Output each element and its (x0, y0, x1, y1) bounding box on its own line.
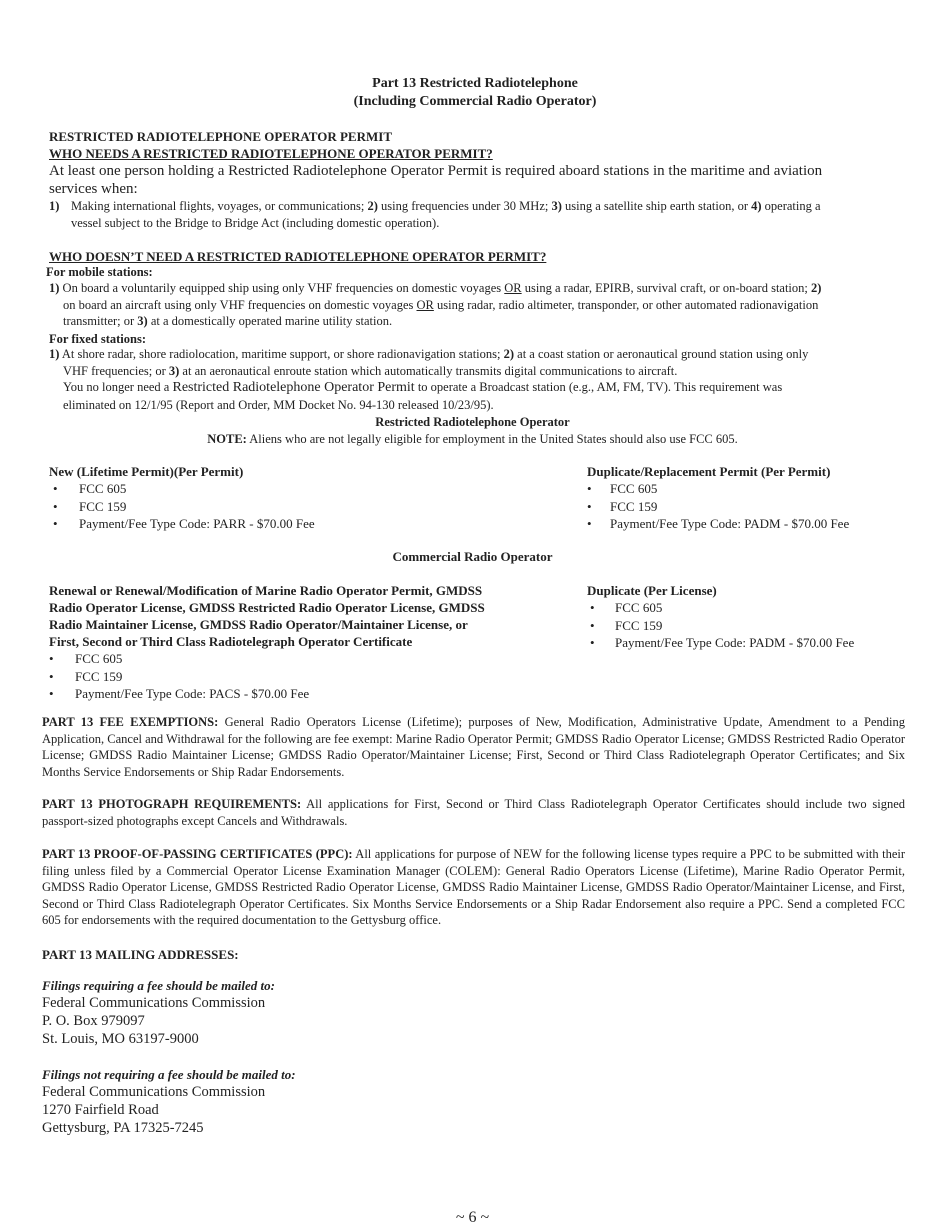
list-item (49, 498, 469, 516)
bullet-icon: • (587, 498, 592, 514)
item-number: 3) (137, 314, 148, 328)
renewal-block (49, 582, 509, 703)
bullet-icon: • (587, 481, 592, 496)
or-emphasis: OR (416, 297, 434, 312)
duplicate-license-heading: Duplicate (Per License) (587, 583, 717, 598)
fixed-stations-heading: For fixed stations: (49, 332, 146, 346)
permit-heading: RESTRICTED RADIOTELEPHONE OPERATOR PERMIT (49, 129, 392, 144)
text-run: at a domestically operated marine utility station. (147, 314, 393, 328)
list-item-text: Payment/Fee Type Code: PADM - $70.00 Fee (615, 635, 855, 650)
new-permit-block (49, 463, 469, 533)
duplicate-license-list (587, 599, 917, 652)
renewal-heading-line: First, Second or Third Class Radiotelegraph Operator Certificate (49, 634, 413, 649)
nofee-address-block (42, 1066, 296, 1137)
address-line: St. Louis, MO 63197-9000 (42, 1031, 199, 1047)
list-item (587, 634, 917, 652)
list-item-text: FCC 159 (615, 617, 663, 633)
ppc-paragraph (42, 846, 905, 929)
list-item (49, 515, 469, 533)
renewal-heading-line: Renewal or Renewal/Modification of Marine Radio Operator Permit, GMDSS (49, 583, 483, 598)
list-item (587, 515, 917, 533)
rro-heading: Restricted Radiotelephone Operator (375, 415, 570, 429)
fee-exemptions-text: General Radio Operators License (Lifetime); purposes of New, Modification, Administrative Update, Amendment to a Pending Application, Cancel and Withdrawal for the following are fee exempt: Marine Radio Operator Permit; GMDSS Radio Operator License; GMDSS Restricted Radio Operator License; GMDSS Radio Maintainer License; GMDSS Radio Operator/Maintainer License; First, Second or Third Class Radiotelegraph Operator Certificates; and Six Months Service Endorsements or Ship Radar Endorsements. (42, 715, 905, 779)
list-item-text: Payment/Fee Type Code: PADM - $70.00 Fee (610, 516, 850, 531)
text-run: At shore radar, shore radiolocation, maritime support, or shore radionavigation stations; (59, 347, 504, 361)
renewal-list (49, 650, 509, 703)
item-number: 2) (503, 347, 515, 361)
text-run: on board an aircraft using only VHF frequencies on domestic voyages (63, 297, 417, 312)
renewal-heading-line: Radio Operator License, GMDSS Restricted Radio Operator License, GMDSS (49, 600, 485, 615)
text-run: using radar, radio altimeter, transponder, or other automated radionavigation (433, 297, 819, 312)
list-item-text: FCC 159 (79, 498, 127, 514)
item-number: 3) (551, 199, 562, 213)
text-run: at a coast station or aeronautical ground station using only (514, 347, 809, 361)
duplicate-license-block (587, 582, 917, 652)
address-line: P. O. Box 979097 (42, 1013, 145, 1029)
or-emphasis: OR (504, 281, 522, 295)
bullet-icon: • (53, 481, 58, 496)
mobile-stations-item (49, 280, 894, 330)
duplicate-permit-heading: Duplicate/Replacement Permit (Per Permit) (587, 464, 831, 479)
list-item-text: Payment/Fee Type Code: PARR - $70.00 Fee (79, 516, 315, 531)
address-line: 1270 Fairfield Road (42, 1102, 159, 1118)
duplicate-permit-block (587, 463, 917, 533)
item-number: 4) (751, 199, 762, 213)
list-item (587, 599, 917, 617)
list-item (49, 685, 509, 703)
renewal-heading (49, 582, 509, 650)
list-item-text: FCC 605 (610, 481, 658, 496)
text-run: to operate a Broadcast station (e.g., AM, FM, TV). This requirement was (414, 380, 783, 394)
text-run: using a radar, EPIRB, survival craft, or on-board station; (521, 281, 812, 295)
item-number: 2) (367, 199, 378, 213)
text-run: using frequencies under 30 MHz; (377, 199, 552, 213)
nofee-address-label: Filings not requiring a fee should be mailed to: (42, 1067, 296, 1082)
list-item (49, 668, 509, 686)
title-line-1: Part 13 Restricted Radiotelephone (372, 76, 578, 91)
intro-line-2: services when: (49, 181, 138, 197)
bullet-icon: • (49, 668, 54, 684)
page-title (0, 75, 950, 111)
intro-line-1: At least one person holding a Restricted Radiotelephone Operator Permit is required aboard stations in the maritime and aviation (49, 163, 823, 179)
mobile-stations-heading: For mobile stations: (46, 265, 153, 279)
bullet-icon: • (590, 600, 595, 615)
list-item (587, 480, 917, 498)
bullet-icon: • (53, 498, 58, 514)
item-number: 3) (168, 363, 180, 378)
bullet-icon: • (590, 635, 595, 650)
text-run: On board a voluntarily equipped ship using only VHF frequencies on domestic voyages (59, 281, 505, 295)
list-item-text: FCC 605 (75, 651, 123, 666)
new-permit-heading: New (Lifetime Permit)(Per Permit) (49, 464, 244, 479)
fixed-stations-item (49, 346, 894, 413)
text-run: at an aeronautical enroute station which automatically transmits digital communications to aircraft. (179, 363, 678, 378)
address-line: Federal Communications Commission (42, 995, 266, 1011)
photograph-paragraph (42, 796, 905, 829)
note-label: NOTE: (207, 432, 247, 446)
new-permit-list (49, 480, 469, 533)
item-number: 1) (49, 281, 60, 295)
bullet-icon: • (590, 617, 595, 633)
list-item (587, 617, 917, 635)
fee-address-block (42, 977, 275, 1048)
bullet-icon: • (49, 686, 54, 701)
bullet-icon: • (49, 651, 54, 666)
photograph-text: All applications for First, Second or Third Class Radiotelegraph Operator Certificates should include two signed passport-sized photographs except Cancels and Withdrawals. (42, 797, 905, 828)
item-number: 2) (811, 281, 822, 295)
list-item-text: FCC 605 (79, 481, 127, 496)
commercial-heading: Commercial Radio Operator (392, 549, 553, 564)
title-line-2: (Including Commercial Radio Operator) (353, 94, 597, 109)
text-run: operating a (761, 199, 821, 213)
note (0, 431, 945, 448)
list-item-text: FCC 159 (610, 498, 658, 514)
bullet-icon: • (53, 516, 58, 531)
item-number: 1) (49, 199, 60, 213)
fee-exemptions-label: PART 13 FEE EXEMPTIONS: (42, 715, 219, 729)
address-line: Federal Communications Commission (42, 1084, 266, 1100)
list-item (587, 498, 917, 516)
list-item-text: Payment/Fee Type Code: PACS - $70.00 Fee (75, 686, 310, 701)
item-number: 1) (49, 347, 60, 361)
text-run: transmitter; or (63, 314, 138, 328)
mailing-heading: PART 13 MAILING ADDRESSES: (42, 947, 239, 962)
who-doesnt-heading: WHO DOESN’T NEED A RESTRICTED RADIOTELEPHONE OPERATOR PERMIT? (49, 249, 547, 264)
fee-address-label: Filings requiring a fee should be mailed to: (42, 978, 275, 993)
page-number: ~ 6 ~ (455, 1209, 490, 1226)
note-text: Aliens who are not legally eligible for employment in the United States should also use FCC 605. (246, 432, 738, 446)
photograph-label: PART 13 PHOTOGRAPH REQUIREMENTS: (42, 797, 302, 811)
who-needs-item-1 (49, 198, 909, 231)
item-1-line-2: vessel subject to the Bridge to Bridge Act (including domestic operation). (71, 215, 440, 230)
text-run: VHF frequencies; or (63, 363, 169, 378)
ppc-label: PART 13 PROOF-OF-PASSING CERTIFICATES (PPC): (42, 847, 353, 861)
no-longer-line-2: eliminated on 12/1/95 (Report and Order, MM Docket No. 94-130 released 10/23/95). (63, 397, 494, 412)
fee-exemptions-paragraph (42, 714, 905, 780)
text-run: You no longer need a (63, 380, 173, 394)
text-run: Restricted Radiotelephone Operator Permit (172, 380, 415, 395)
list-item (49, 650, 509, 668)
text-run: using a satellite ship earth station, or (561, 199, 752, 213)
renewal-heading-line: Radio Maintainer License, GMDSS Radio Operator/Maintainer License, or (49, 617, 468, 632)
list-item-text: FCC 605 (615, 600, 663, 615)
who-needs-heading: WHO NEEDS A RESTRICTED RADIOTELEPHONE OPERATOR PERMIT? (49, 146, 493, 161)
who-needs-intro (49, 162, 909, 198)
bullet-icon: • (587, 516, 592, 531)
ppc-text: All applications for purpose of NEW for the following license types require a PPC to be submitted with their filing unless filed by a Commercial Operator License Examination Manager (COLEM): General Radio Operators License (Lifetime), Marine Radio Operator Permit, GMDSS Radio Operator License, GMDSS Restricted Radio Operator License, GMDSS Radio Maintainer License, GMDSS Radio Operator/Maintainer License, and First, Second or Third Class Radiotelegraph Operator Certificates. Six Months Service Endorsements or a Ship Radar Endorsement also require a PPC. Send a completed FCC 605 for endorsements with the required documentation to the Gettysburg office. (42, 847, 906, 927)
duplicate-permit-list (587, 480, 917, 533)
list-item (49, 480, 469, 498)
text-run: Making international flights, voyages, or communications; (71, 199, 368, 213)
list-item-text: FCC 159 (75, 668, 123, 684)
address-line: Gettysburg, PA 17325-7245 (42, 1120, 204, 1136)
